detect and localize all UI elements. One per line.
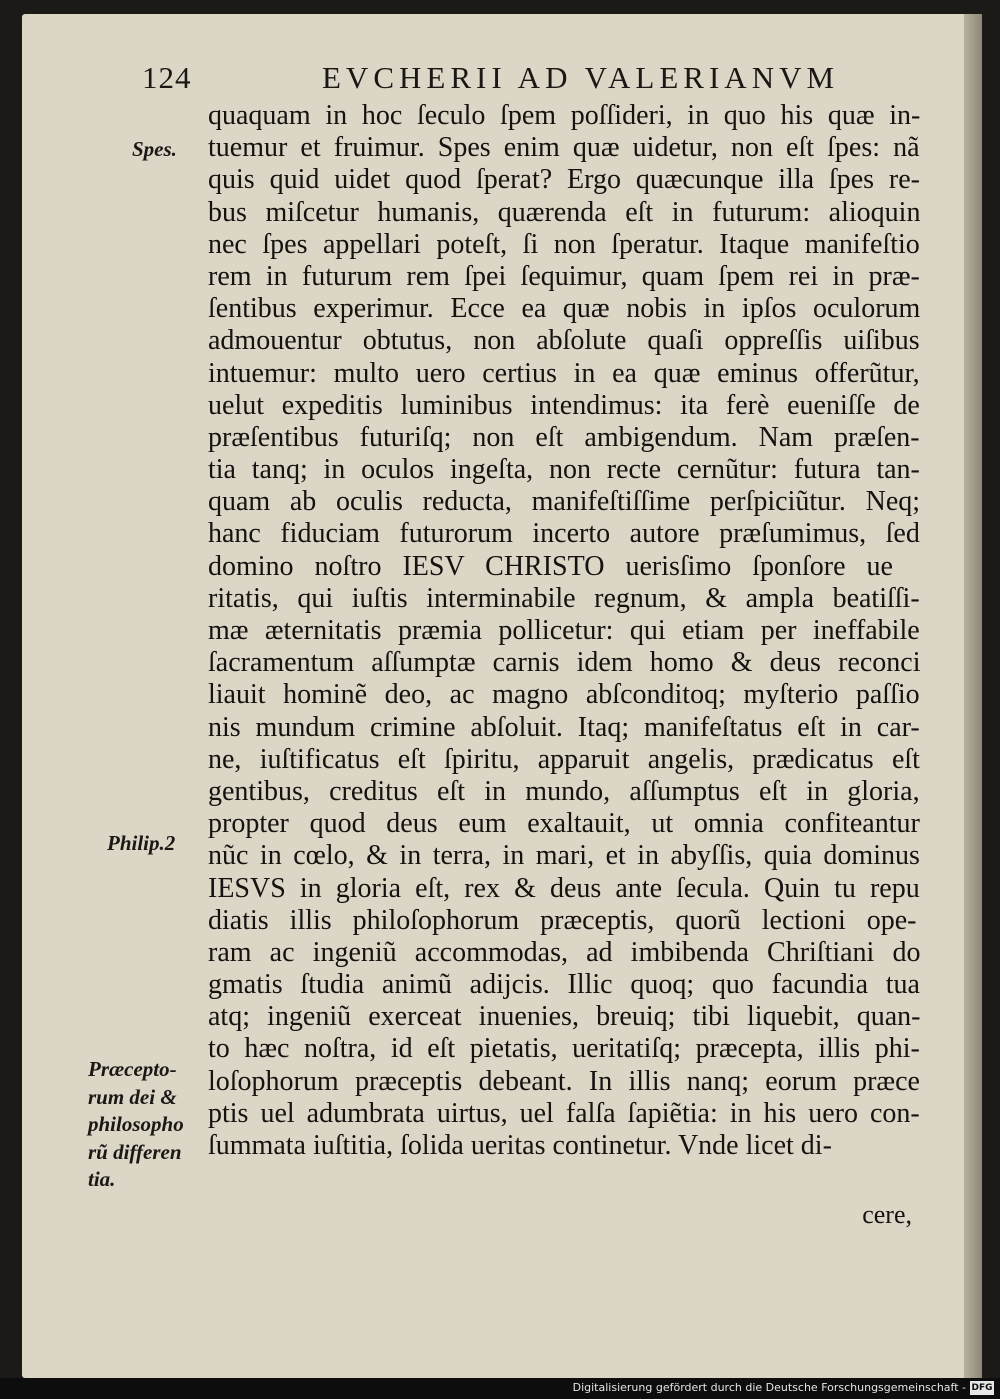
text-line: admouentur obtutus, non abſolute quaſi oppreſſis uiſibus [208, 325, 920, 357]
text-line: propter quod deus eum exaltauit, ut omnia confiteantur [208, 808, 920, 840]
text-line: gmatis ſtudia animũ adijcis. Illic quoq; quo facundia tua [208, 969, 920, 1001]
text-line: IESVS in gloria eſt, rex & deus ante ſecula. Quin tu repu [208, 872, 920, 904]
page-header [142, 60, 862, 100]
text-line: diatis illis philoſophorum præceptis, quorũ lectioni ope- [208, 904, 917, 936]
text-line: to hæc noſtra, id eſt pietatis, ueritatiſq; præcepta, illis phi- [208, 1033, 920, 1065]
text-line: ſacramentum aſſumptæ carnis idem homo & deus reconci [208, 647, 921, 679]
running-title: EVCHERII AD VALERIANVM [322, 60, 840, 95]
text-line: quaquam in hoc ſeculo ſpem poſſideri, in quo his quæ in- [208, 100, 921, 131]
text-line: nis mundum crimine abſoluit. Itaq; manifeſtatus eſt in car- [208, 711, 920, 743]
text-line: liauit hominẽ deo, ac magno abſconditoq; myſterio paſſio [208, 679, 920, 711]
text-line: tuemur et fruimur. Spes enim quæ uidetur, non eſt ſpes: nã [208, 132, 920, 164]
text-line: intuemur: multo uero certius in ea quæ eminus offerũtur, [208, 357, 920, 389]
page-number: 124 [142, 60, 192, 95]
text-line: hanc fiduciam futurorum incerto autore præſumimus, ſed [208, 518, 920, 550]
dfg-logo: DFG [971, 1383, 993, 1393]
text-line: rem in futurum rem ſpei ſequimur, quam ſpem rei in præ- [208, 260, 920, 292]
text-line: ram ac ingeniũ accommodas, ad imbibenda Chriſtiani do [208, 936, 921, 968]
footer-credit: Digitalisierung gefördert durch die Deutsche Forschungsgemeinschaft - [572, 1381, 966, 1394]
page-gutter [964, 14, 982, 1378]
text-line: atq; ingeniũ exerceat inuenies, breuiq; tibi liquebit, quan- [208, 1001, 921, 1033]
text-line: ſummata iuſtitia, ſolida ueritas continetur. Vnde licet di- [208, 1130, 832, 1161]
margin-note-praeceptorum: Præcepto- rum dei & philosopho rũ differen tia. [88, 1057, 184, 1191]
text-line: domino noſtro IESV CHRISTO uerisſimo ſponſore ue [208, 550, 893, 582]
text-line: quam ab oculis reducta, manifeſtiſſime perſpiciũtur. Neq; [208, 486, 921, 518]
text-line: ritatis, qui iuſtis interminabile regnum, & ampla beatiſſi- [208, 582, 920, 614]
text-line: quis quid uidet quod ſperat? Ergo quæcunque illa ſpes re- [208, 164, 921, 196]
text-line: ſentibus experimur. Ecce ea quæ nobis in ipſos oculorum [208, 293, 921, 325]
text-line: præſentibus futuriſq; non eſt ambigendum. Nam præſen- [208, 421, 920, 453]
margin-note-philip: Philip.2 [107, 831, 176, 855]
text-line: ptis uel adumbrata uirtus, uel falſa ſapiẽtia: in his uero con- [208, 1097, 920, 1129]
catchword: cere, [862, 1200, 912, 1229]
text-line: mæ æternitatis præmia pollicetur: qui etiam per ineffabile [208, 615, 920, 646]
text-line: bus miſcetur humanis, quærenda eſt in futurum: alioquin [208, 196, 921, 228]
text-line: ne, iuſtificatus eſt ſpiritu, apparuit angelis, prædicatus eſt [208, 743, 920, 775]
text-line: nũc in cœlo, & in terra, in mari, et in abyſſis, quia dominus [208, 840, 920, 872]
text-line: uelut expeditis luminibus intendimus: ita ferè eueniſſe de [208, 389, 920, 421]
body-text [208, 100, 928, 1162]
text-line: loſophorum præceptis debeant. In illis nanq; eorum præce [208, 1065, 920, 1097]
text-line: nec ſpes appellari poteſt, ſi non ſperatur. Itaque manifeſtio [208, 228, 920, 260]
footer-bar [0, 1378, 1000, 1399]
text-line: tia tanq; in oculos ingeſta, non recte cernũtur: futura tan- [208, 454, 920, 486]
text-line: gentibus, creditus eſt in mundo, aſſumptus eſt in gloria, [208, 775, 920, 807]
margin-note-spes: Spes. [132, 137, 177, 161]
